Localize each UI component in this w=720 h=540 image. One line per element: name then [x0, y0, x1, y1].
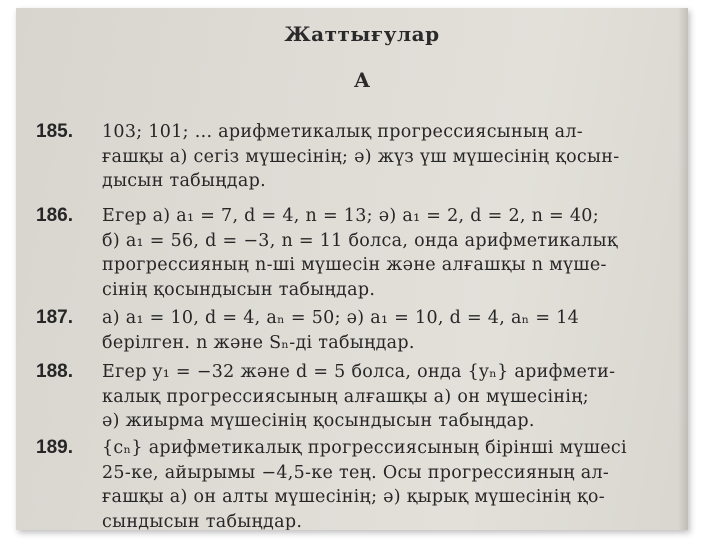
exercise-line: Егер y₁ = −32 және d = 5 болса, онда {yₙ} арифмети- [102, 362, 616, 382]
exercise-number: 185. [36, 121, 73, 142]
exercise-line: {cₙ} арифметикалық прогрессиясының бірінші мүшесі [102, 438, 627, 458]
exercise-number: 187. [36, 307, 73, 328]
exercise-number: 189. [36, 437, 73, 458]
textbook-page [16, 8, 688, 530]
exercise-line: ғашқы а) сегіз мүшесінің; ә) жүз үш мүшесінің қосын- [102, 146, 620, 167]
exercise-line: ғашқы а) он алты мүшесінің; ә) қырық мүшесінің қо- [102, 487, 605, 507]
exercise-187 [36, 306, 688, 355]
exercise-line: б) a₁ = 56, d = −3, n = 11 болса, онда арифметикалық [102, 230, 618, 251]
exercise-line: берілген. n және Sₙ-ді табыңдар. [102, 332, 415, 353]
exercise-186 [36, 204, 688, 302]
exercise-line: дысын табыңдар. [102, 171, 266, 191]
exercise-number: 186. [36, 205, 73, 226]
exercise-line: 25-ке, айырымы −4,5-ке тең. Осы прогрессияның ал- [102, 462, 610, 483]
exercise-189 [36, 436, 688, 530]
exercise-line: а) a₁ = 10, d = 4, aₙ = 50; ә) a₁ = 10, d = 4, aₙ = 14 [102, 308, 580, 328]
page-title: Жаттығулар [284, 22, 440, 46]
exercise-number: 188. [36, 361, 73, 382]
exercise-line: 103; 101; ... арифметикалық прогрессиясының ал- [102, 122, 583, 142]
exercise-line: прогрессияның n-ші мүшесін және алғашқы n мүше- [102, 255, 607, 275]
exercise-line: ә) жиырма мүшесінің қосындысын табыңдар. [102, 411, 535, 431]
section-letter: А [353, 68, 371, 92]
exercise-line: сындысын табыңдар. [102, 511, 303, 530]
exercise-188 [36, 360, 688, 434]
exercise-185 [36, 120, 688, 194]
exercise-line: сінің қосындысын табыңдар. [102, 279, 376, 300]
exercise-line: Егер а) a₁ = 7, d = 4, n = 13; ә) a₁ = 2, d = 2, n = 40; [102, 206, 599, 226]
exercise-line: калық прогрессиясының алғашқы а) он мүшесінің; [102, 386, 589, 407]
